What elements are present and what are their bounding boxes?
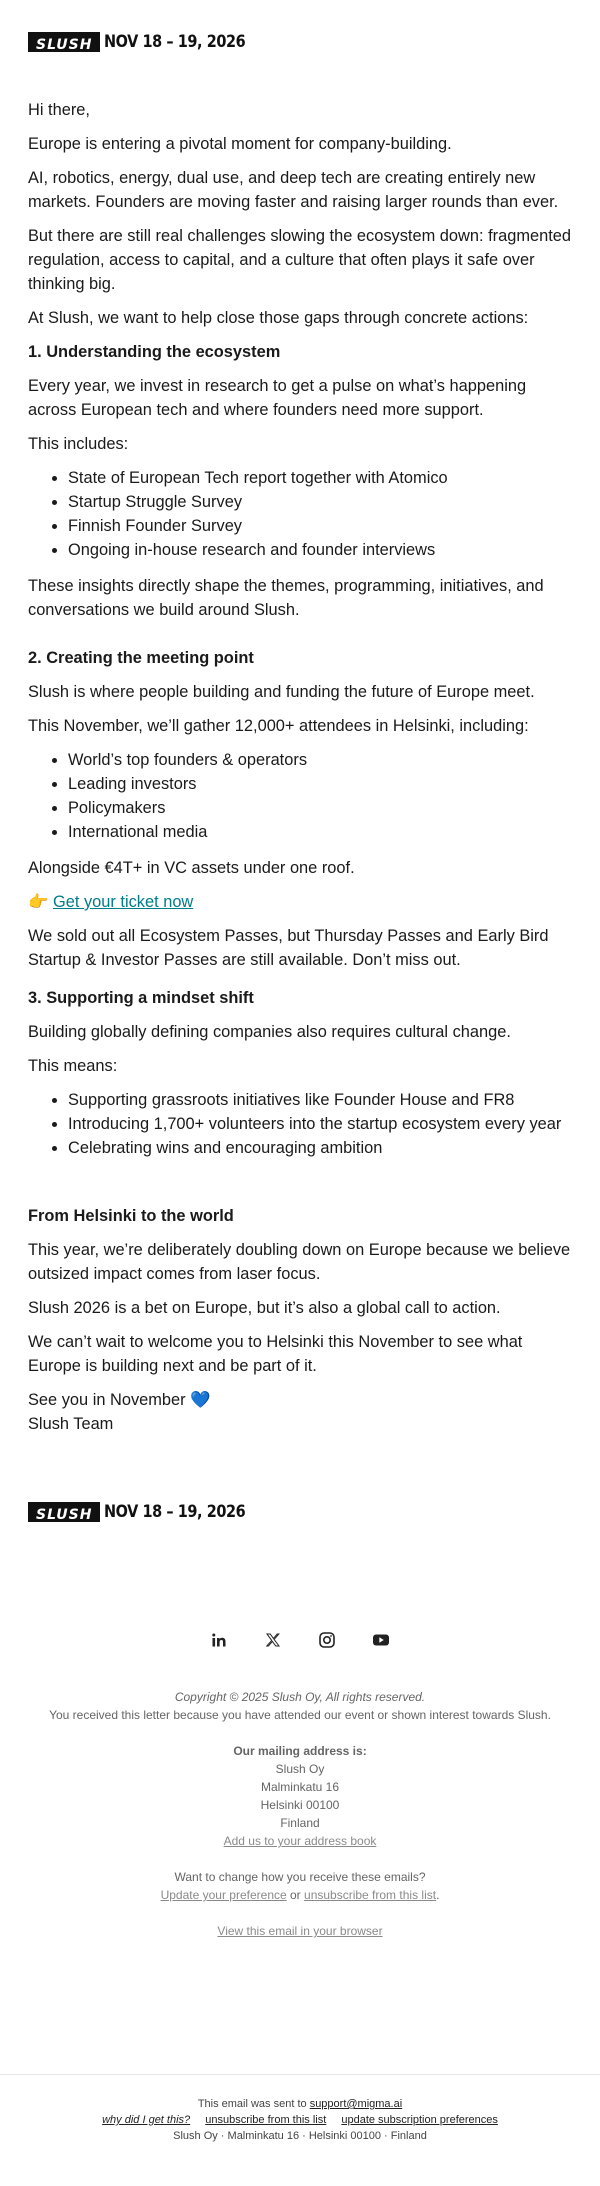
research-list xyxy=(28,466,572,562)
intro-paragraph-4: At Slush, we want to help close those gaps through concrete actions: xyxy=(28,309,529,327)
signature: Slush Team xyxy=(28,1415,114,1433)
attendees-list xyxy=(28,748,572,844)
list-item: • Ongoing in-house research and founder interviews xyxy=(68,538,572,562)
sent-to-text: This email was sent to xyxy=(197,2098,310,2110)
unsubscribe-list-link[interactable]: unsubscribe from this list xyxy=(205,2114,327,2126)
recipient-email-link[interactable]: support@migma.ai xyxy=(309,2098,403,2110)
section-heading-helsinki: From Helsinki to the world xyxy=(28,1207,234,1225)
section2-paragraph-2: This November, we’ll gather 12,000+ attendees in Helsinki, including: xyxy=(28,717,529,735)
list-item: • State of European Tech report together with Atomico xyxy=(68,466,572,490)
why-link[interactable]: why did I get this? xyxy=(102,2114,191,2126)
signoff: See you in November 💙 xyxy=(28,1391,211,1409)
section1-paragraph-1: Every year, we invest in research to get a pulse on what’s happening across European tech and where founders need more support. xyxy=(28,377,527,419)
section4-paragraph-1: This year, we’re deliberately doubling down on Europe because we believe outsized impact comes from laser focus. xyxy=(28,1241,571,1283)
list-item: • Introducing 1,700+ volunteers into the startup ecosystem every year xyxy=(68,1112,572,1136)
add-address-book-link[interactable]: Add us to your address book xyxy=(223,1834,377,1848)
email-footer xyxy=(0,1688,600,1940)
list-item: • World’s top founders & operators xyxy=(68,748,572,772)
x-icon[interactable] xyxy=(263,1630,283,1650)
list-item: • Supporting grassroots initiatives like Founder House and FR8 xyxy=(68,1088,572,1112)
get-ticket-link[interactable]: Get your ticket now xyxy=(52,893,194,911)
or-text: or xyxy=(286,1888,305,1902)
view-in-browser-link[interactable]: View this email in your browser xyxy=(217,1924,383,1938)
section4-paragraph-2: Slush 2026 is a bet on Europe, but it’s also a global call to action. xyxy=(28,1299,501,1317)
footer-logo[interactable] xyxy=(28,1501,271,1523)
section-heading-mindset: 3. Supporting a mindset shift xyxy=(28,989,254,1007)
address-line: Slush Oy xyxy=(275,1762,325,1776)
event-dates: NOV 18 – 19, 2026 xyxy=(104,32,246,52)
event-dates: NOV 18 – 19, 2026 xyxy=(104,1502,246,1522)
header-logo[interactable] xyxy=(28,31,271,53)
update-subscription-link[interactable]: update subscription preferences xyxy=(341,2114,498,2126)
pointing-hand-icon: 👉 xyxy=(28,893,49,911)
footer-divider xyxy=(0,2074,600,2075)
sender-bar xyxy=(0,2096,600,2144)
ticket-cta xyxy=(28,890,572,914)
section-heading-ecosystem: 1. Understanding the ecosystem xyxy=(28,343,281,361)
address-line: Malminkatu 16 xyxy=(260,1780,340,1794)
unsubscribe-link[interactable]: unsubscribe from this list xyxy=(304,1888,437,1902)
mailing-address-heading: Our mailing address is: xyxy=(233,1744,367,1758)
intro-paragraph-2: AI, robotics, energy, dual use, and deep tech are creating entirely new markets. Founders are moving faster and raising larger rounds than ever. xyxy=(28,169,559,211)
address-line: Helsinki 00100 xyxy=(260,1798,340,1812)
copyright-text: Copyright © 2025 Slush Oy, All rights reserved. xyxy=(174,1690,426,1704)
greeting: Hi there, xyxy=(28,101,90,119)
change-prompt: Want to change how you receive these emails? xyxy=(174,1870,426,1884)
list-item: • Finnish Founder Survey xyxy=(68,514,572,538)
section1-paragraph-3: These insights directly shape the themes, programming, initiatives, and conversations we build around Slush. xyxy=(28,577,544,619)
list-item: • Startup Struggle Survey xyxy=(68,490,572,514)
list-item: • Leading investors xyxy=(68,772,572,796)
section-heading-meeting-point: 2. Creating the meeting point xyxy=(28,649,254,667)
email-body xyxy=(28,98,572,1446)
reason-text: You received this letter because you have attended our event or shown interest towards Slush. xyxy=(49,1708,551,1722)
intro-paragraph-3: But there are still real challenges slowing the ecosystem down: fragmented regulation, access to capital, and a culture that often plays it safe over thinking big. xyxy=(28,227,571,293)
update-preference-link[interactable]: Update your preference xyxy=(160,1888,287,1902)
section2-paragraph-3: Alongside €4T+ in VC assets under one roof. xyxy=(28,859,355,877)
section2-paragraph-4: We sold out all Ecosystem Passes, but Thursday Passes and Early Bird Startup & Investor Passes are still available. Don’t miss out. xyxy=(28,927,549,969)
section4-paragraph-3: We can’t wait to welcome you to Helsinki this November to see what Europe is building next and be part of it. xyxy=(28,1333,523,1375)
list-item: • Celebrating wins and encouraging ambition xyxy=(68,1136,572,1160)
slush-logo-badge: SLUSH xyxy=(28,32,100,52)
youtube-icon[interactable] xyxy=(371,1630,391,1650)
list-item: • Policymakers xyxy=(68,796,572,820)
mindset-list xyxy=(28,1088,572,1160)
list-item: • International media xyxy=(68,820,572,844)
intro-paragraph-1: Europe is entering a pivotal moment for company-building. xyxy=(28,135,452,153)
instagram-icon[interactable] xyxy=(317,1630,337,1650)
section1-paragraph-2: This includes: xyxy=(28,435,129,453)
linkedin-icon[interactable] xyxy=(209,1630,229,1650)
section3-paragraph-1: Building globally defining companies also requires cultural change. xyxy=(28,1023,511,1041)
sender-address: Slush Oy · Malminkatu 16 · Helsinki 00100 · Finland xyxy=(173,2130,427,2142)
slush-logo-badge: SLUSH xyxy=(28,1502,100,1522)
section3-paragraph-2: This means: xyxy=(28,1057,118,1075)
section2-paragraph-1: Slush is where people building and funding the future of Europe meet. xyxy=(28,683,535,701)
social-links xyxy=(0,1630,600,1650)
address-line: Finland xyxy=(280,1816,320,1830)
period-text: . xyxy=(436,1888,440,1902)
